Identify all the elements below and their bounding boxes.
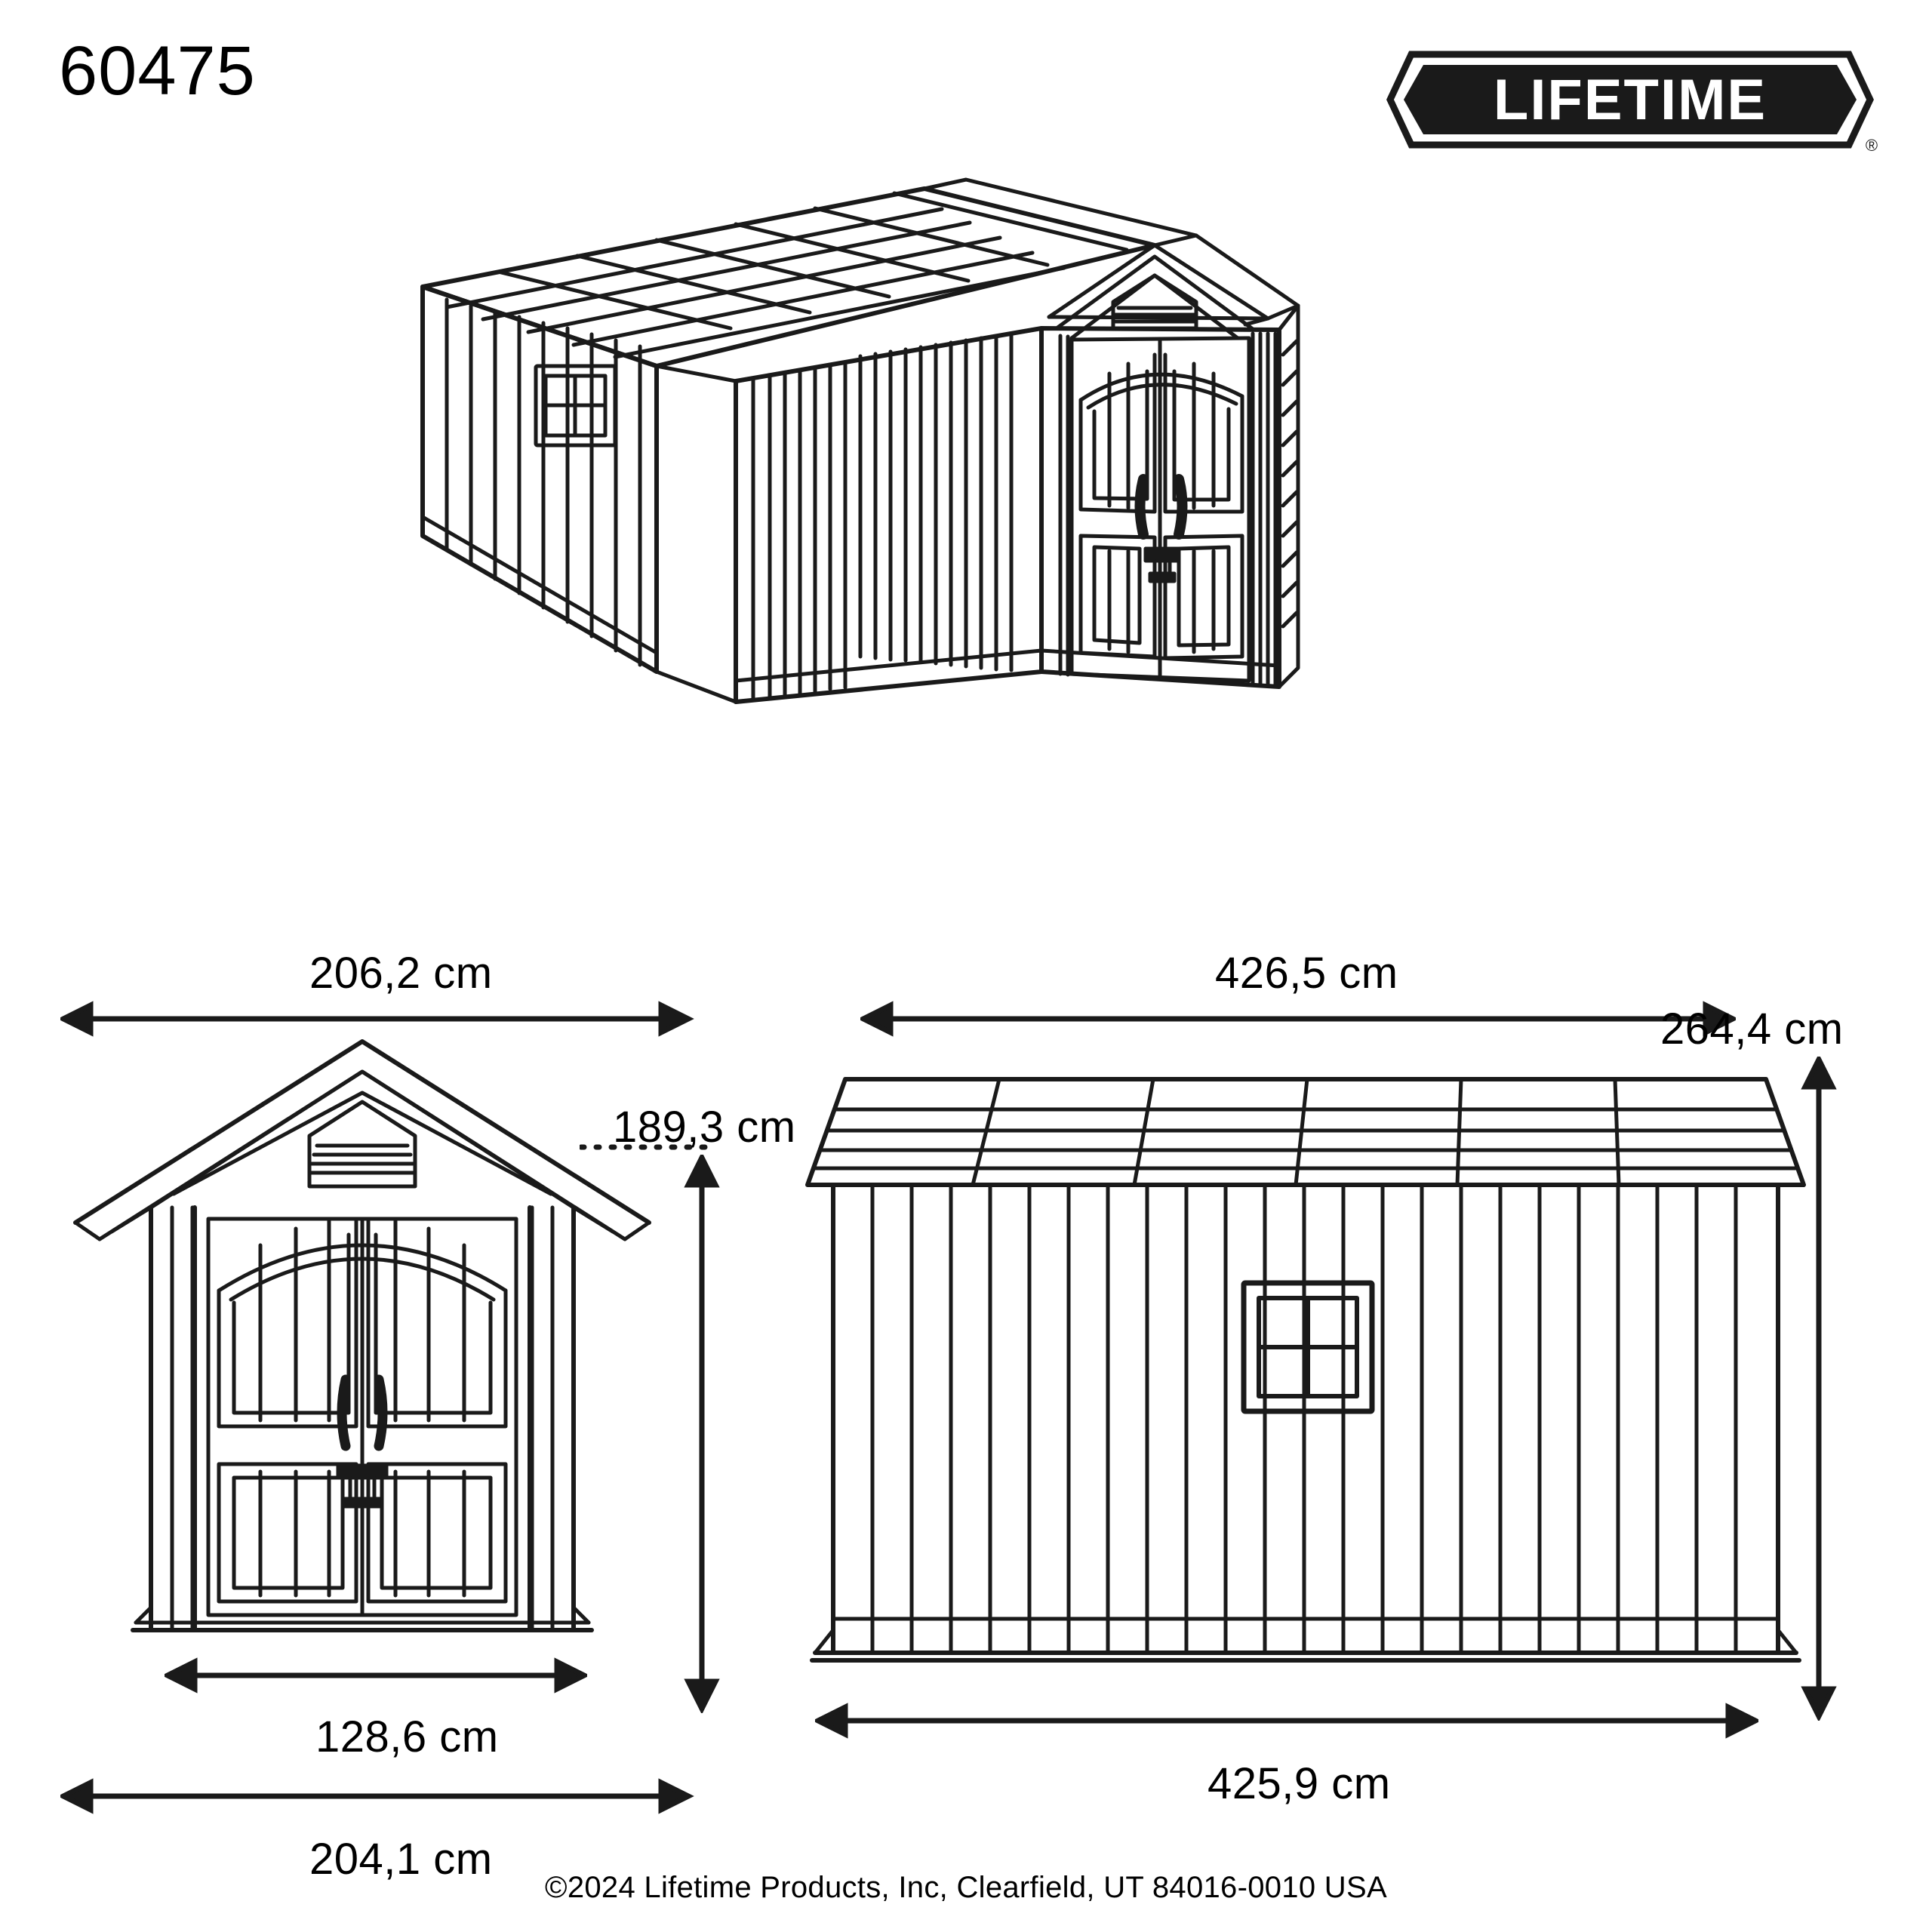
dim-arrow-front-width: [60, 996, 694, 1041]
dim-arrow-side-height: [1796, 1057, 1841, 1721]
dim-label-front-height: 189,3 cm: [613, 1103, 796, 1152]
dim-arrow-front-height: [679, 1155, 724, 1713]
dim-label-door-width: 128,6 cm: [315, 1712, 499, 1761]
dim-label-side-base: 425,9 cm: [1208, 1759, 1391, 1808]
svg-text:LIFETIME: LIFETIME: [1493, 68, 1767, 132]
isometric-shed-view: [392, 174, 1555, 974]
svg-text:®: ®: [1865, 136, 1878, 155]
dim-arrow-side-base: [815, 1698, 1758, 1743]
dim-label-front-width: 206,2 cm: [309, 949, 493, 998]
dim-label-side-height: 264,4 cm: [1660, 1004, 1844, 1054]
dim-label-side-roof-length: 426,5 cm: [1215, 949, 1398, 998]
copyright-footer: [0, 1871, 1932, 1905]
lifetime-logo: [1381, 45, 1879, 155]
page-title: 60475: [59, 32, 256, 109]
front-elevation-view: [60, 1026, 664, 1706]
dim-label-front-base: 204,1 cm: [309, 1835, 493, 1884]
dim-arrow-front-base: [60, 1774, 694, 1819]
side-elevation-view: [800, 1057, 1811, 1706]
dim-arrow-side-roof-length: [860, 996, 1736, 1041]
dim-arrow-door-width: [165, 1653, 587, 1698]
copyright-text: ©2024 Lifetime Products, Inc, Clearfield, UT 84016-0010 USA: [545, 1871, 1387, 1904]
